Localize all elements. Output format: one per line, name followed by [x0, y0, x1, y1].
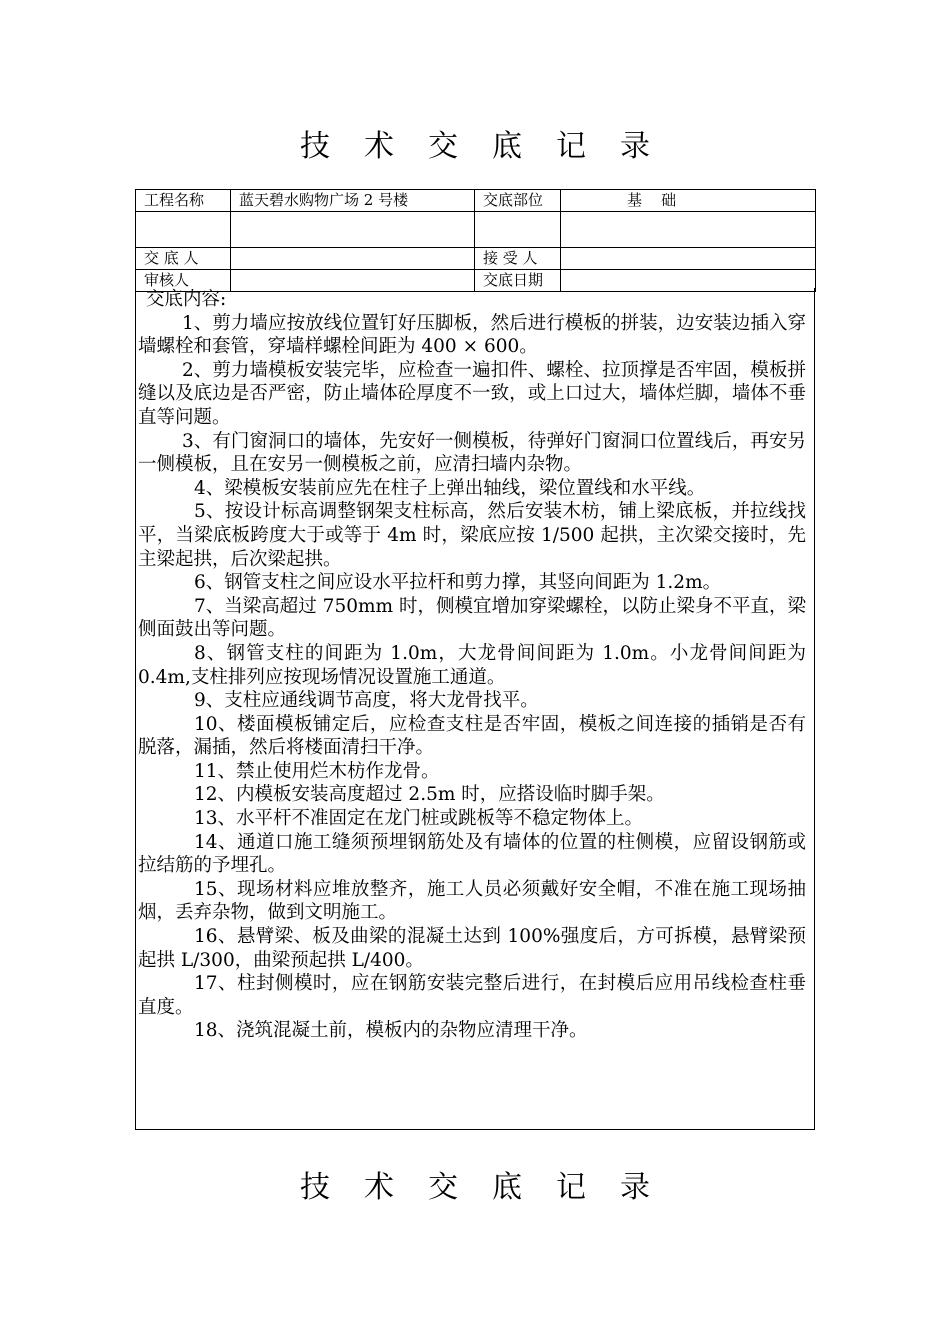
content-item: 18、浇筑混凝土前，模板内的杂物应清理干净。 [194, 1020, 588, 1042]
content-item: 13、水平杆不准固定在龙门桩或跳板等不稳定物体上。 [194, 808, 644, 830]
content-item: 6、钢管支柱之间应设水平拉杆和剪力撑，其竖向间距为 1.2m。 [194, 572, 722, 594]
content-item: 3、有门窗洞口的墙体，先安好一侧模板，待弹好门窗洞口位置线后，再安另一侧模板，且在安另一侧模板之前，应清扫墙内杂物。 [138, 430, 806, 476]
page-title-2: 技术交底记录 [300, 1170, 684, 1205]
presenter-label: 交 底 人 [136, 248, 231, 270]
content-item: 14、通道口施工缝须预埋钢筋处及有墙体的位置的柱侧模，应留设钢筋或拉结筋的予埋孔。 [138, 831, 806, 877]
content-item: 2、剪力墙模板安装完毕，应检查一遍扣件、螺栓、拉顶撑是否牢固，模板拼缝以及底边是否严密，防止墙体砼厚度不一致，或上口过大，墙体烂脚，墙体不垂直等问题。 [138, 359, 806, 428]
receiver-value [561, 248, 816, 270]
page-title: 技术交底记录 [300, 129, 684, 164]
receiver-label: 接 受 人 [475, 248, 561, 270]
project-name-label: 工程名称 [136, 190, 231, 212]
content-item: 8、钢管支柱的间距为 1.0m，大龙骨间间距为 1.0m。小龙骨间间距为 0.4m,支柱排列应按现场情况设置施工通道。 [138, 642, 806, 688]
content-item: 15、现场材料应堆放整齐，施工人员必须戴好安全帽，不准在施工现场抽烟，丢弃杂物，做到文明施工。 [138, 878, 806, 924]
empty-cell [136, 212, 231, 248]
content-item: 11、禁止使用烂木枋作龙骨。 [194, 760, 440, 782]
content-item: 7、当梁高超过 750mm 时，侧模宜增加穿梁螺栓，以防止梁身不平直，梁侧面鼓出等问题。 [138, 595, 806, 641]
project-name-value: 蓝天碧水购物广场 2 号楼 [231, 190, 475, 212]
content-item: 12、内模板安装高度超过 2.5m 时，应搭设临时脚手架。 [194, 784, 665, 806]
info-table [135, 189, 816, 292]
empty-cell [561, 212, 816, 248]
content-item: 1、剪力墙应按放线位置钉好压脚板，然后进行模板的拼装，边安装边插入穿墙螺栓和套管，穿墙样螺栓间距为 400 × 600。 [138, 312, 806, 358]
content-box [135, 288, 815, 1130]
content-item: 9、支柱应通线调节高度，将大龙骨找平。 [194, 690, 539, 712]
presenter-value [231, 248, 475, 270]
content-item: 17、柱封侧模时，应在钢筋安装完整后进行，在封模后应用吊线检查柱垂直度。 [138, 973, 806, 1018]
content-item: 4、梁模板安装前应先在柱子上弹出轴线，梁位置线和水平线。 [194, 477, 706, 499]
section-value: 基 础 [561, 190, 816, 212]
content-item: 16、悬臂梁、板及曲梁的混凝土达到 100%强度后，方可拆模，悬臂梁预起拱 L/300，曲梁预起拱 L/400。 [138, 926, 806, 971]
empty-cell [231, 212, 475, 248]
date-label: 交底日期 [475, 270, 561, 292]
empty-cell [475, 212, 561, 248]
content-item: 10、楼面模板铺定后，应检查支柱是否牢固，模板之间连接的插销是否有脱落，漏插，然后将楼面清扫干净。 [138, 713, 806, 759]
reviewer-label: 审核人 [136, 270, 231, 292]
content-item: 5、按设计标高调整钢架支柱标高，然后安装木枋，铺上梁底板，并拉线找平，当梁底板跨度大于或等于 4m 时，梁底应按 1/500 起拱，主次梁交接时，先主梁起拱，后次梁起拱。 [138, 501, 806, 570]
content-heading: 交底内容: [146, 289, 227, 310]
section-label: 交底部位 [475, 190, 561, 212]
